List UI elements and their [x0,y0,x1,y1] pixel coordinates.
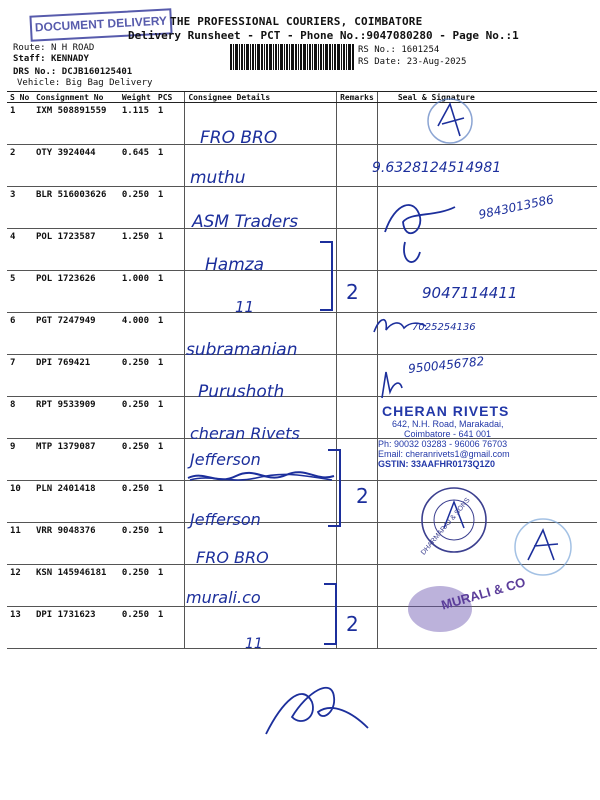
row-weight: 4.000 [121,316,149,326]
row-weight: 0.250 [121,610,149,620]
staff-value: KENNADY [50,54,89,64]
consignee-handwriting: Jefferson [190,510,261,529]
row-pcs: 1 [157,484,164,494]
row-sno: 2 [10,148,16,158]
row-pcs: 1 [157,232,164,242]
consignee-handwriting: Hamza [205,255,265,275]
consignee-handwriting: ASM Traders [192,212,299,232]
row-consignment: IXM 508891559 [35,106,107,116]
table-header-row [7,92,597,103]
row-pcs: 1 [157,442,164,452]
cheran-stamp-name: CHERAN RIVETS [382,403,510,419]
remarks-count: 2 [346,280,359,304]
rs-number-value: 1601254 [401,45,440,55]
row-weight: 1.250 [121,232,149,242]
consignee-handwriting: FRO BRO [200,128,278,148]
col-sno: S No [7,92,33,103]
signature-phone: 9500456782 [407,354,485,376]
signature-scribble [375,192,485,272]
consignee-handwriting: 11 [245,636,263,652]
drs-value: DCJB160125401 [61,67,133,77]
row-sno: 13 [10,610,21,620]
table-row [7,355,597,397]
row-sno: 3 [10,190,16,200]
row-pcs: 1 [157,610,164,620]
supervisor-signature [262,672,372,742]
route-info: Route: N H ROAD [13,43,95,53]
cheran-stamp-address1: 642, N.H. Road, Marakadai, [392,419,504,429]
table-row [7,103,597,145]
row-sno: 4 [10,232,16,242]
staff-info: Staff: KENNADY [13,54,89,64]
barcode [230,44,354,70]
row-consignment: POL 1723587 [35,232,96,242]
consignee-handwriting: cheran Rivets [190,424,300,443]
row-consignment: KSN 145946181 [35,568,107,578]
table-row [7,313,597,355]
vehicle-info: Vehicle: Big Bag Delivery [17,78,153,88]
row-pcs: 1 [157,148,164,158]
document-delivery-stamp-text: DOCUMENT DELIVERY [34,13,168,35]
table-row [7,145,597,187]
consignee-handwriting: subramanian [186,340,298,360]
remarks-count: 2 [356,484,369,508]
runsheet-subtitle: Delivery Runsheet - PCT - Phone No.:9047080280 - Page No.:1 [128,29,519,42]
consignee-handwriting: 11 [235,298,255,316]
row-consignment: DPI 1731623 [35,610,96,620]
row-pcs: 1 [157,526,164,536]
col-remarks: Remarks [337,92,378,103]
row-weight: 1.115 [121,106,149,116]
col-pcs: PCS [155,92,185,103]
row-sno: 11 [10,526,21,536]
table-row [7,607,597,649]
signature-phone: 7025254136 [412,322,476,333]
cheran-stamp-email: Email: cheranrivets1@gmail.com [378,449,510,459]
row-sno: 7 [10,358,16,368]
row-sno: 1 [10,106,16,116]
signature-phone: 9047114411 [422,284,518,302]
row-pcs: 1 [157,274,164,284]
row-pcs: 1 [157,190,164,200]
row-weight: 0.645 [121,148,149,158]
row-consignment: OTY 3924044 [35,148,96,158]
row-sno: 5 [10,274,16,284]
row-pcs: 1 [157,568,164,578]
route-value: N H ROAD [50,43,95,53]
row-sno: 9 [10,442,16,452]
drs-info: DRS No.: DCJB160125401 [13,67,133,77]
cheran-stamp-address2: Coimbatore - 641 001 [404,429,492,439]
consignee-handwriting: muthu [190,168,246,188]
consignee-handwriting: Jefferson [190,450,261,469]
round-seal-stamp [420,96,480,146]
row-consignment: PGT 7247949 [35,316,96,326]
cheran-rivets-stamp [378,403,578,469]
rs-date-value: 23-Aug-2025 [406,57,467,67]
dharmaraj-stamp-text: DHARMARAJ & SONS [420,496,472,557]
row-pcs: 1 [157,106,164,116]
col-seal-signature: Seal & Signature [377,92,597,103]
row-weight: 1.000 [121,274,149,284]
remarks-bracket [318,240,338,312]
row-sno: 12 [10,568,21,578]
row-consignment: PLN 2401418 [35,484,96,494]
row-weight: 0.250 [121,442,149,452]
table-row [7,229,597,271]
cheran-stamp-phone: Ph: 90032 03283 - 96006 76703 [378,439,508,449]
consignee-handwriting: Purushoth [198,382,285,402]
row-sno: 10 [10,484,21,494]
col-consignment-no: Consignment No [33,92,119,103]
signature-phone: 9.6328124514981 [372,160,502,176]
remarks-count: 2 [346,612,359,636]
col-weight: Weight [119,92,155,103]
murali-stamp-text: MURALI & CO [439,574,528,613]
row-weight: 0.250 [121,190,149,200]
row-consignment: DPI 769421 [35,358,91,368]
row-sno: 8 [10,400,16,410]
vehicle-value: Big Bag Delivery [65,78,153,88]
row-pcs: 1 [157,400,164,410]
row-weight: 0.250 [121,484,149,494]
row-sno: 6 [10,316,16,326]
row-pcs: 1 [157,316,164,326]
consignee-handwriting: FRO BRO [196,548,269,567]
remarks-bracket [326,448,346,528]
row-consignment: BLR 516003626 [35,190,107,200]
row-weight: 0.250 [121,568,149,578]
row-consignment: POL 1723626 [35,274,96,284]
row-consignment: VRR 9048376 [35,526,96,536]
row-weight: 0.250 [121,400,149,410]
signature-scribble [376,368,406,400]
row-weight: 0.250 [121,358,149,368]
row-pcs: 1 [157,358,164,368]
faded-round-stamp [508,516,578,578]
remarks-bracket [322,582,342,646]
rs-date: RS Date: 23-Aug-2025 [358,57,467,67]
row-consignment: RPT 9533909 [35,400,96,410]
rs-number: RS No.: 1601254 [358,45,440,55]
signature-phone: 9843013586 [477,192,555,222]
company-title: THE PROFESSIONAL COURIERS, COIMBATORE [170,15,423,28]
row-consignment: MTP 1379087 [35,442,96,452]
cheran-stamp-gstin: GSTIN: 33AAFHR0173Q1Z0 [378,459,496,469]
row-weight: 0.250 [121,526,149,536]
consignee-handwriting: murali.co [186,588,261,607]
col-consignee-details: Consignee Details [185,92,337,103]
scribbled-text [186,470,336,486]
